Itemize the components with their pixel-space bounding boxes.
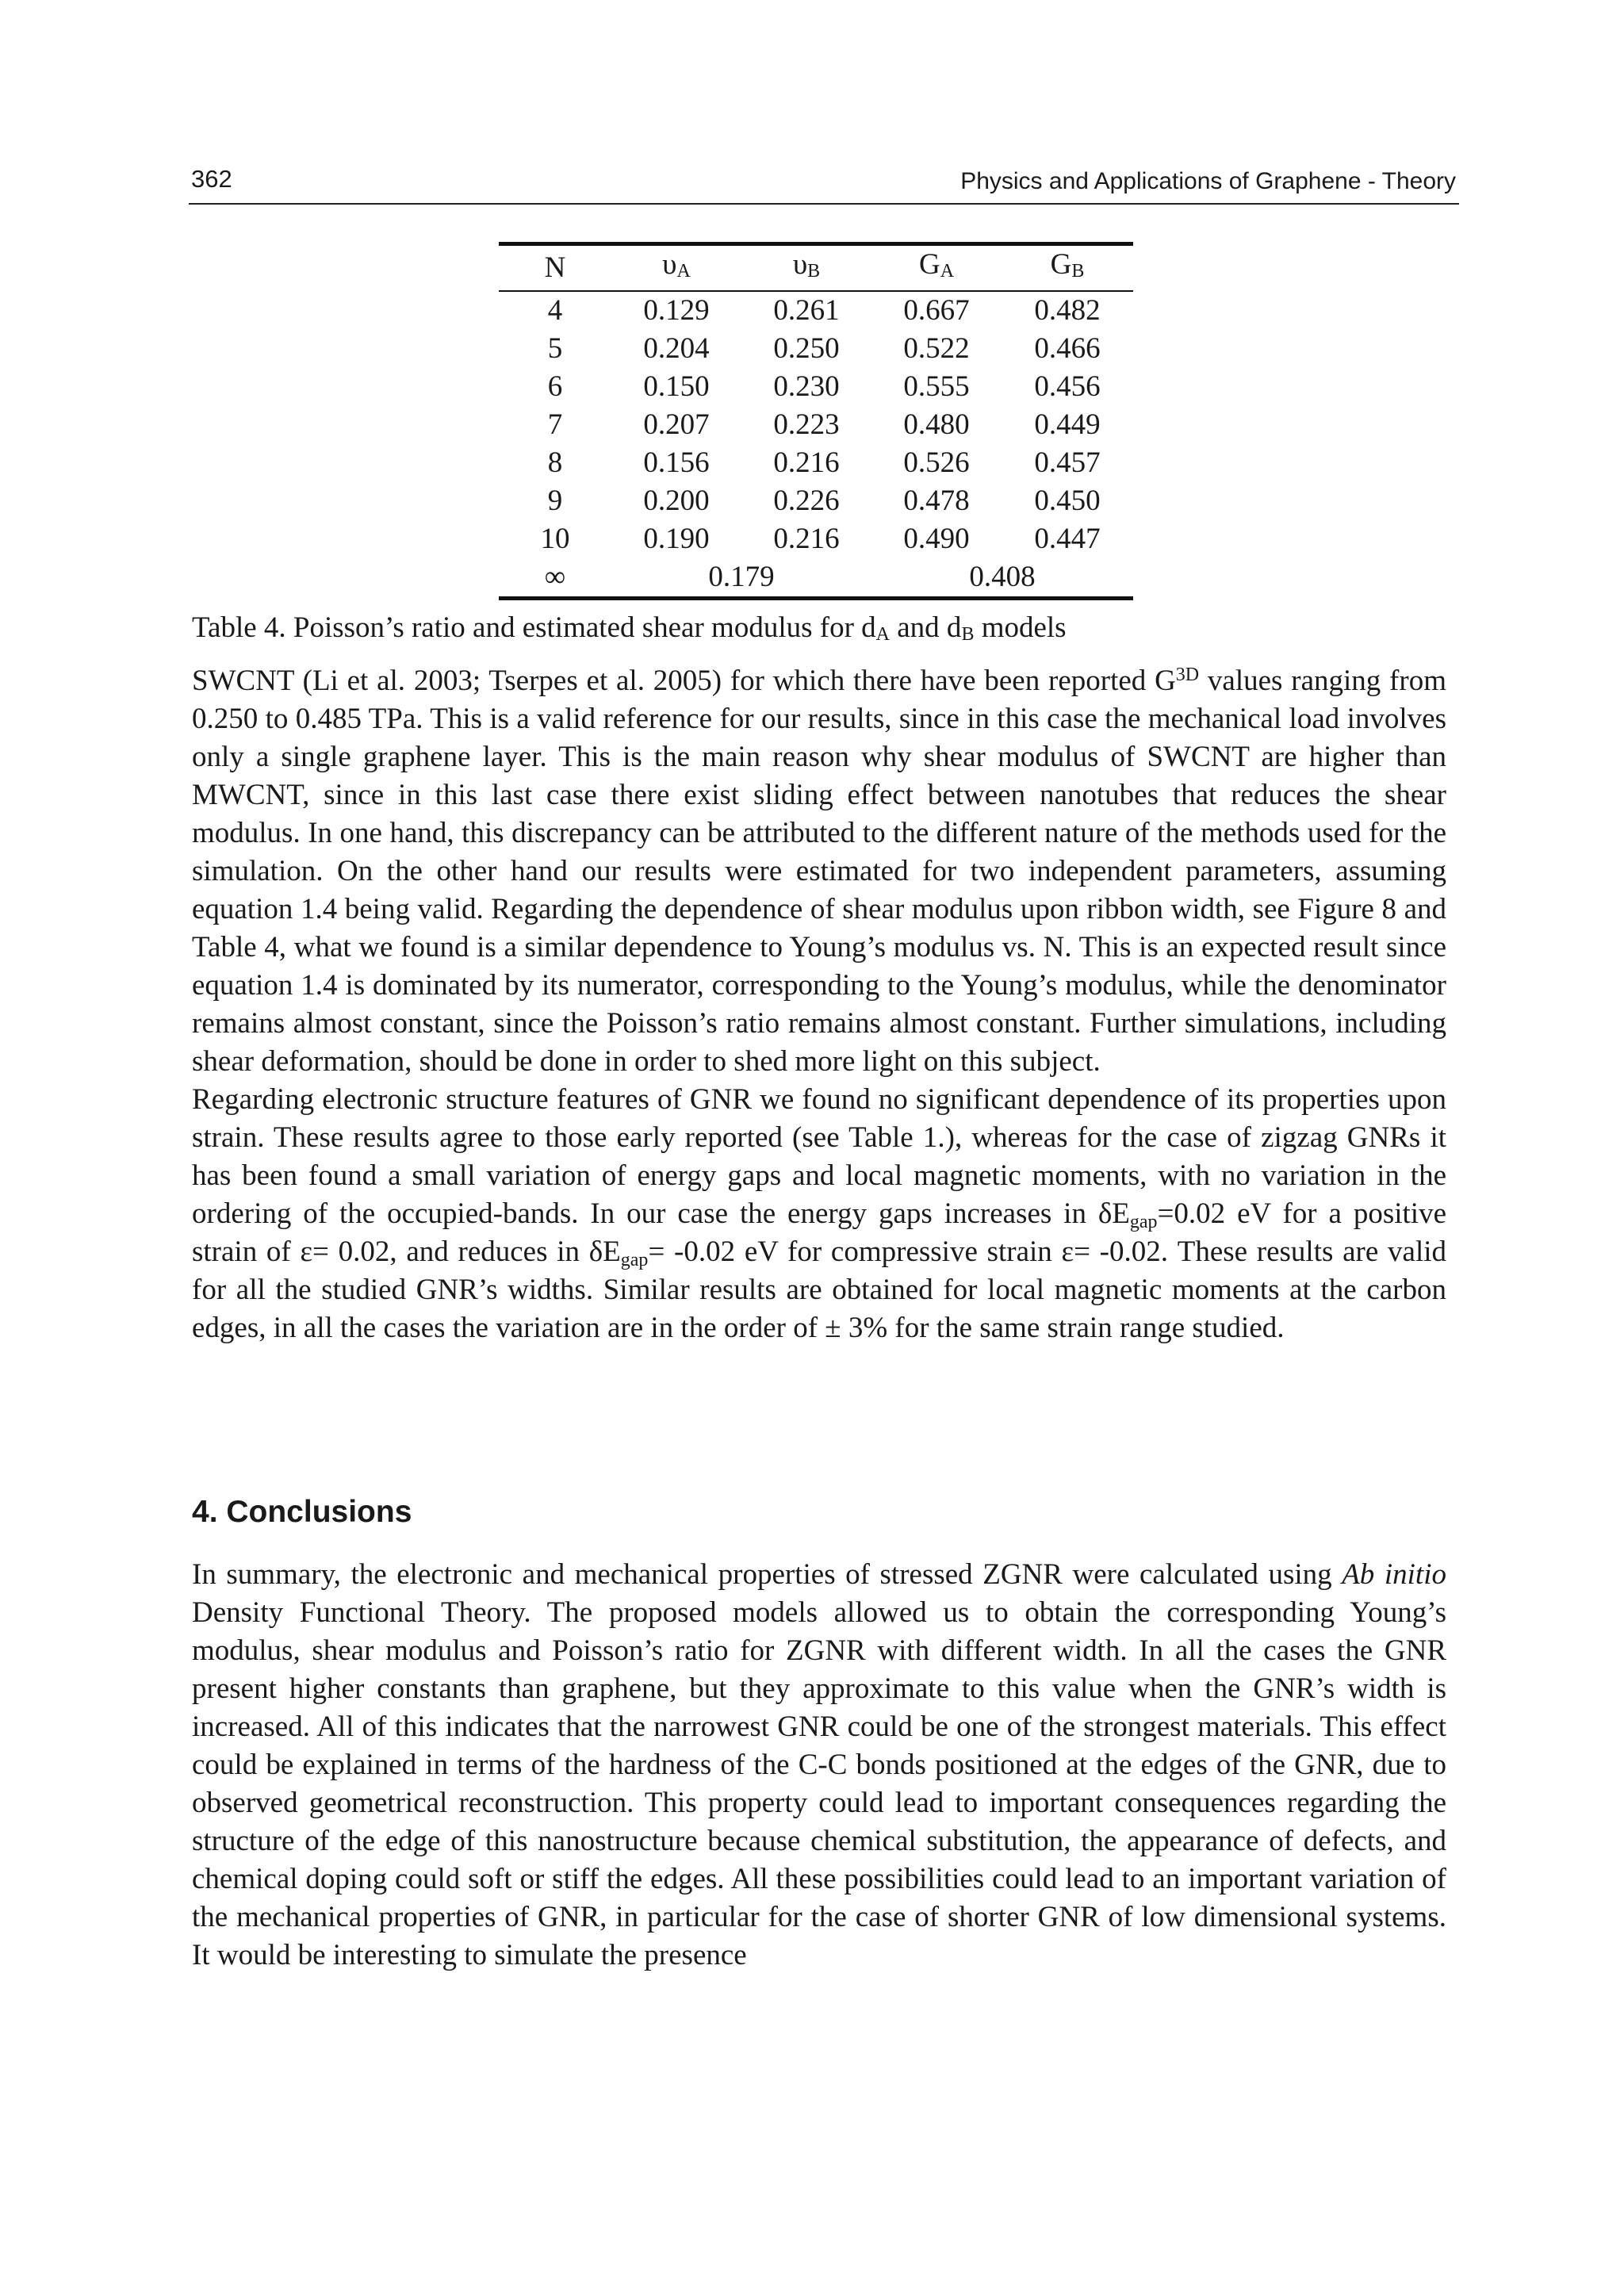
table-cell: 0.526 [903,446,970,479]
conclusions-text [192,1556,1446,1975]
table-caption: Table 4. Poisson’s ratio and estimated shear modulus for $d_A$ and $d_B$ models [192,611,1067,645]
table-cell: 0.490 [903,523,970,555]
table-cell: 0.250 [773,332,840,365]
table-cell: 0.450 [1034,485,1101,517]
table-cell-infinity: ∞ [544,561,566,593]
table-row [499,406,1133,444]
table-cell: 0.226 [773,485,840,517]
table-cell: 8 [547,446,563,479]
table-cell: 0.216 [773,446,840,479]
table-cell: 0.223 [773,408,840,441]
table-cell: 10 [540,523,570,555]
paragraph-electronic-structure: Regarding electronic structure features of GNR we found no significant dependence of its properties upon strain. These results agree to those early reported (see Table 1.), whereas for the case of zigzag GNRs it has been found a small variation of energy gaps and local magnetic moments, with no variation in the ordering of the occupied-bands. In our case the energy gaps increases in $\delta E_{gap}=0.02$ eV for a positive strain of ε= 0.02, and reduces in $\delta E_{gap}= -0.02$ eV for compressive strain ε= -0.02. These results are valid for all the studied GNR’s widths. Similar results are obtained for local magnetic moments at the carbon edges, in all the cases the variation are in the order of ± 3% for the same strain range studied. [192,1083,1446,1344]
table-row [499,482,1133,520]
table-cell: 0.478 [903,485,970,517]
table-cell: 0.261 [773,294,840,327]
table-row [499,330,1133,368]
table-cell: 0.522 [903,332,970,365]
table-cell: 0.447 [1034,523,1101,555]
table-cell: 0.200 [643,485,710,517]
table-cell: 0.480 [903,408,970,441]
table-cell: 0.204 [643,332,710,365]
table-cell: 5 [547,332,563,365]
table-cell-poisson-limit: 0.179 [708,561,775,593]
section-heading: 4. Conclusions [192,1495,412,1529]
table-cell: 0.150 [643,370,710,403]
col-header-shear-a: $G_A$ [918,248,955,282]
table-header-row [499,244,1133,292]
table-cell: 0.129 [643,294,710,327]
table-cell: 0.230 [773,370,840,403]
col-header-poisson-b: $\upsilon_B$ [792,248,821,282]
table-cell: 0.190 [643,523,710,555]
table-4 [499,242,1133,600]
page-number: 362 [191,165,232,193]
table-cell: 4 [547,294,563,327]
table-cell: 0.156 [643,446,710,479]
col-header-n: N [544,251,566,284]
table-row [499,444,1133,482]
table-cell: 6 [547,370,563,403]
body-text [192,662,1446,1347]
table-cell: 0.456 [1034,370,1101,403]
table-cell: 7 [547,408,563,441]
col-header-poisson-a: $\upsilon_A$ [662,248,691,282]
table-cell: 0.482 [1034,294,1101,327]
col-header-shear-b: $G_B$ [1050,248,1085,282]
table-cell: 0.216 [773,523,840,555]
running-title: Physics and Applications of Graphene - Theory [960,168,1456,194]
table-cell: 9 [547,485,563,517]
table-row [499,368,1133,406]
paragraph-shear-modulus: SWCNT (Li et al. 2003; Tserpes et al. 2005) for which there have been reported $G^{3D}$ values ranging from 0.250 to 0.485 TPa. This is a valid reference for our results, since in this case the mechanical load involves only a single graphene layer. This is the main reason why shear modulus of SWCNT are higher than MWCNT, since in this last case there exist sliding effect between nanotubes that reduces the shear modulus. In one hand, this discrepancy can be attributed to the different nature of the methods used for the simulation. On the other hand our results were estimated for two independent parameters, assuming equation 1.4 being valid. Regarding the dependence of shear modulus upon ribbon width, see Figure 8 and Table 4, what we found is a similar dependence to Young’s modulus vs. N. This is an expected result since equation 1.4 is dominated by its numerator, corresponding to the Young’s modulus, while the denominator remains almost constant, since the Poisson’s ratio remains almost constant. Further simulations, including shear deformation, should be done in order to shed more light on this subject. [192,665,1446,1078]
table-cell: 0.555 [903,370,970,403]
table-row-infinity [499,558,1133,599]
table-row [499,520,1133,558]
table-cell: 0.466 [1034,332,1101,365]
table-cell-shear-limit: 0.408 [969,561,1036,593]
running-header [189,165,1459,205]
table-cell: 0.449 [1034,408,1101,441]
table-row [499,291,1133,330]
table-cell: 0.457 [1034,446,1101,479]
table-cell: 0.207 [643,408,710,441]
paragraph-conclusions: In summary, the electronic and mechanical properties of stressed ZGNR were calculated using Ab initio Density Functional Theory. The proposed models allowed us to obtain the corresponding Young’s modulus, shear modulus and Poisson’s ratio for ZGNR with different width. In all the cases the GNR present higher constants than graphene, but they approximate to this value when the GNR’s width is increased. All of this indicates that the narrowest GNR could be one of the strongest materials. This effect could be explained in terms of the hardness of the C-C bonds positioned at the edges of the GNR, due to observed geometrical reconstruction. This property could lead to important consequences regarding the structure of the edge of this nanostructure because chemical substitution, the appearance of defects, and chemical doping could soft or stiff the edges. All these possibilities could lead to an important variation of the mechanical properties of GNR, in particular for the case of shorter GNR of low dimensional systems. It would be interesting to simulate the presence [192,1558,1446,1971]
table-cell: 0.667 [903,294,970,327]
